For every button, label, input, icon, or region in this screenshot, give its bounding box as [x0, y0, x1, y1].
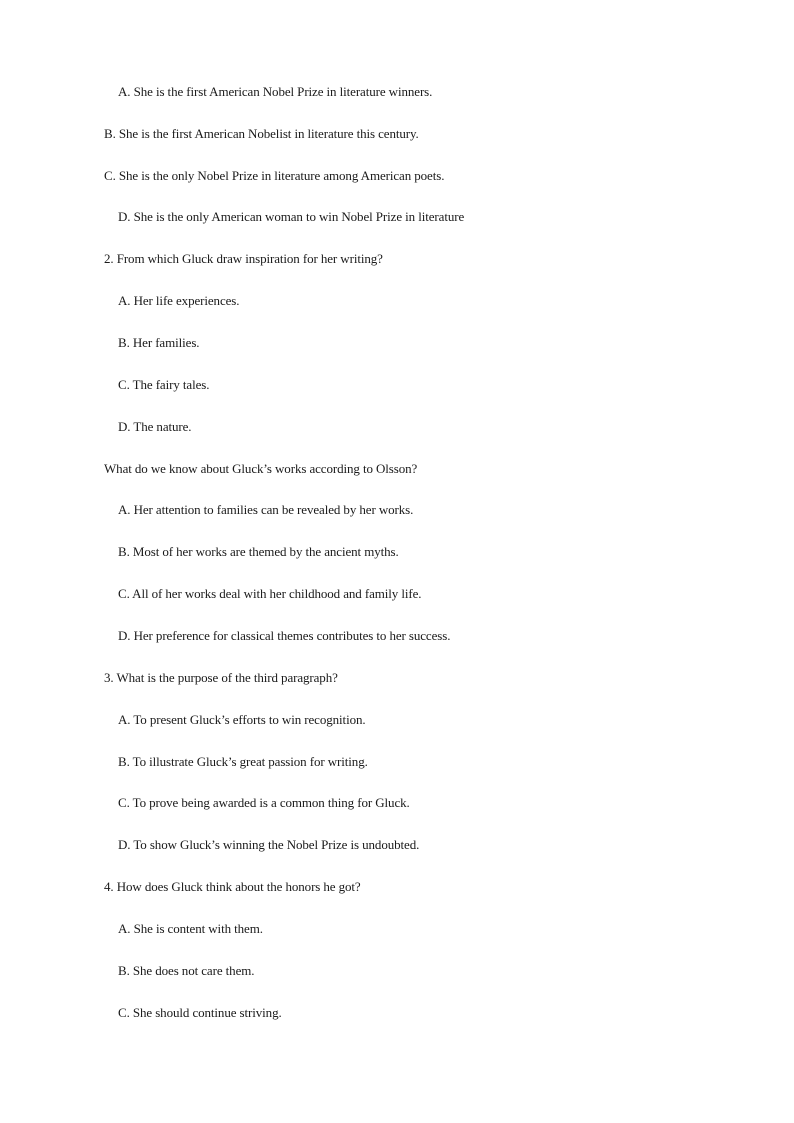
option-line: A. She is content with them. — [118, 921, 263, 936]
question-line: 3. What is the purpose of the third paragraph? — [104, 670, 338, 685]
option-line: B. Her families. — [118, 335, 200, 350]
option-line: A. Her attention to families can be revealed by her works. — [118, 502, 414, 517]
option-line: A. She is the first American Nobel Prize in literature winners. — [118, 84, 433, 99]
option-line: B. To illustrate Gluck’s great passion for writing. — [118, 754, 368, 769]
option-line: D. She is the only American woman to win Nobel Prize in literature — [118, 209, 465, 224]
question-line: 2. From which Gluck draw inspiration for her writing? — [104, 251, 383, 266]
option-line: C. To prove being awarded is a common thing for Gluck. — [118, 795, 410, 810]
option-line: C. All of her works deal with her childhood and family life. — [118, 586, 422, 601]
option-line: C. She is the only Nobel Prize in literature among American poets. — [104, 168, 445, 183]
option-line: B. Most of her works are themed by the ancient myths. — [118, 544, 399, 559]
option-line: B. She does not care them. — [118, 963, 255, 978]
option-line: D. Her preference for classical themes contributes to her success. — [118, 628, 451, 643]
option-line: D. To show Gluck’s winning the Nobel Prize is undoubted. — [118, 837, 420, 852]
option-line: D. The nature. — [118, 419, 192, 434]
option-line: A. Her life experiences. — [118, 293, 240, 308]
option-line: C. The fairy tales. — [118, 377, 210, 392]
question-line: 4. How does Gluck think about the honors he got? — [104, 879, 361, 894]
option-line: A. To present Gluck’s efforts to win recognition. — [118, 712, 366, 727]
question-line: What do we know about Gluck’s works according to Olsson? — [104, 461, 418, 476]
option-line: C. She should continue striving. — [118, 1005, 282, 1020]
option-line: B. She is the first American Nobelist in literature this century. — [104, 126, 419, 141]
